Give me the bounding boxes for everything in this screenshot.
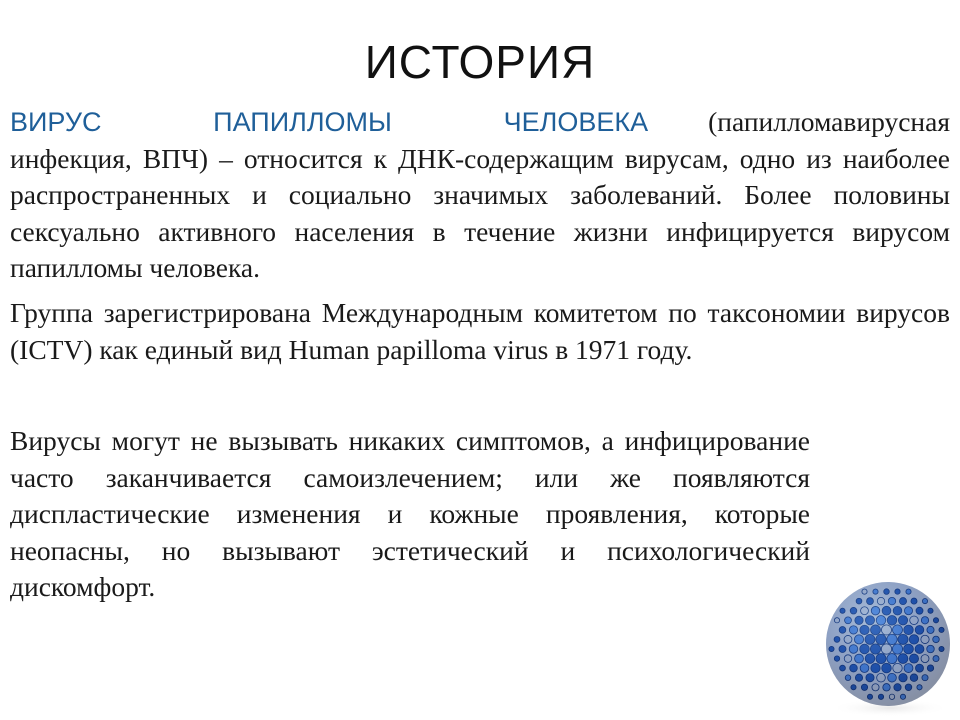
paragraph-definition-text: (папилломавирусная инфекция, ВПЧ) – относится к ДНК-содержащим вирусам, одно из наиболее распространенных и социально значимых заболеваний. Более половины сексуально активного населения в течение жизни инфицируется вирусом папилломы человека. [10, 106, 950, 283]
paragraph-definition [10, 104, 950, 287]
paragraph-registration: Группа зарегистрирована Международным комитетом по таксономии вирусов (ICTV) как единый вид Human papilloma virus в 1971 году. [10, 297, 950, 365]
virus-capsid-image [812, 572, 960, 720]
slide-title: ИСТОРИЯ [364, 36, 596, 88]
highlighted-term: ВИРУС ПАПИЛЛОМЫ ЧЕЛОВЕКА [10, 107, 649, 137]
paragraph-symptoms: Вирусы могут не вызывать никаких симптомов, а инфицирование часто заканчивается самоизлечением; или же появляются диспластические изменения и кожные проявления, которые неопасны, но вызывают эстетический и психологический дискомфорт. [10, 425, 810, 602]
